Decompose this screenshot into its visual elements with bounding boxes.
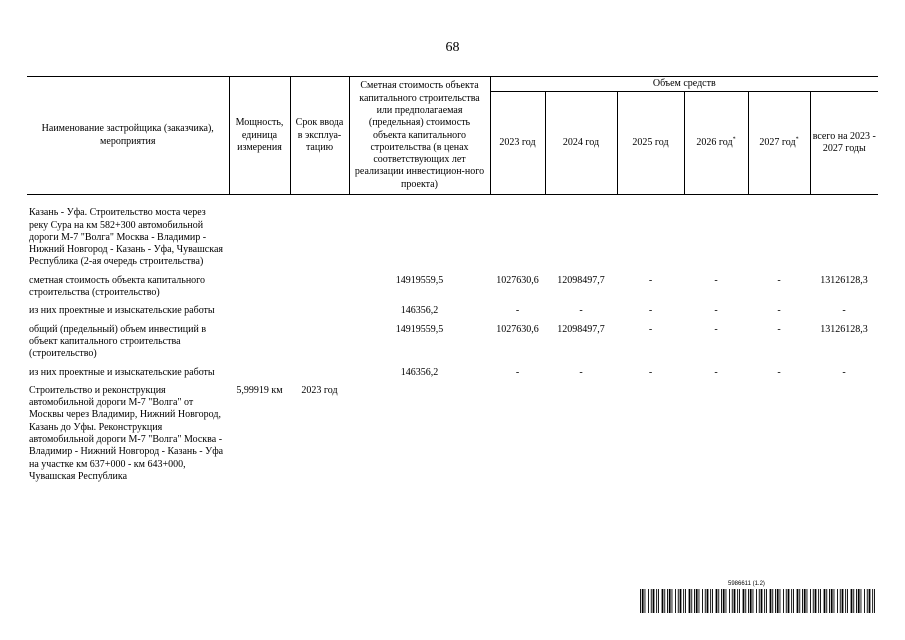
table-row (27, 324, 878, 367)
row-2023: 1027630,6 (496, 274, 539, 286)
barcode-bar (664, 589, 665, 613)
row-cost: 146356,2 (400, 305, 439, 317)
header-funds: Объем средств (490, 77, 878, 92)
barcode-bar (815, 589, 817, 613)
barcode-bar (696, 589, 698, 613)
barcode-bar (750, 589, 752, 613)
row-term (290, 324, 349, 367)
barcode-bar (804, 589, 806, 613)
header-2027-label: 2027 год (759, 137, 796, 149)
header-total: всего на 2023 - 2027 годы (810, 92, 878, 195)
row-2026: - (714, 323, 718, 335)
barcode-bar (756, 589, 757, 613)
row-2026: - (714, 305, 718, 317)
barcode-bar (813, 589, 814, 613)
barcode-bar (826, 589, 827, 613)
investment-table (27, 76, 878, 489)
barcode-bar (766, 589, 767, 613)
barcode-bar (651, 589, 652, 613)
barcode-bar (667, 589, 668, 613)
table-row (27, 367, 878, 385)
row-total: 13126128,3 (820, 323, 868, 335)
header-2026 (684, 92, 748, 195)
table-row (27, 207, 878, 274)
row-total: - (842, 305, 846, 317)
barcode-bar (672, 589, 673, 613)
row-cost (349, 385, 490, 489)
barcode-bar (656, 589, 657, 613)
barcode-bar (642, 589, 644, 613)
barcode-bar (780, 589, 781, 613)
row-cost (349, 207, 490, 274)
barcode-bar (799, 589, 800, 613)
header-2024: 2024 год (545, 92, 617, 195)
barcode-bar (840, 589, 841, 613)
row-name: общий (предельный) объем инвестиций в объект капитального строительства (строительство) (29, 323, 207, 360)
row-term (290, 275, 349, 306)
barcode-bar (716, 589, 718, 613)
footnote-mark: * (732, 136, 736, 143)
row-2024 (545, 385, 617, 489)
row-capacity (229, 275, 290, 306)
row-2026 (684, 207, 748, 274)
barcode-bar (869, 589, 871, 613)
row-2026: - (714, 274, 718, 286)
barcode-bar (824, 589, 826, 613)
barcode-bar (734, 589, 736, 613)
barcode-bar (834, 589, 835, 613)
row-2027 (748, 385, 810, 489)
barcode-bar (729, 589, 730, 613)
barcode-bar (699, 589, 700, 613)
barcode-bar (707, 589, 709, 613)
page-number: 68 (445, 40, 460, 55)
table-row (27, 385, 878, 489)
row-total (810, 207, 878, 274)
row-2024: - (579, 305, 583, 317)
row-capacity (229, 324, 290, 367)
barcode-bar (775, 589, 776, 613)
barcode-bar (721, 589, 722, 613)
row-2023 (490, 385, 545, 489)
row-2024: 12098497,7 (557, 274, 605, 286)
barcode-bar (712, 589, 713, 613)
barcode-bar (842, 589, 844, 613)
header-2026-label: 2026 год (696, 137, 733, 149)
row-2027: - (777, 274, 781, 286)
barcode-bar (777, 589, 779, 613)
barcode-bar (691, 589, 692, 613)
barcode-bar (797, 589, 799, 613)
barcode-bar (770, 589, 772, 613)
row-term (290, 367, 349, 385)
barcode-bar (689, 589, 691, 613)
barcode-bar (645, 589, 646, 613)
barcode-bar (856, 589, 857, 613)
row-2026 (684, 385, 748, 489)
barcode-bar (837, 589, 838, 613)
header-name: Наименование застройщика (заказчика), мероприятия (27, 77, 229, 195)
barcode-bar (874, 589, 875, 613)
row-capacity (229, 207, 290, 274)
row-2026: - (714, 366, 718, 378)
row-term (290, 305, 349, 323)
barcode-bar (807, 589, 808, 613)
barcode-bar (810, 589, 811, 613)
row-2025 (617, 207, 684, 274)
barcode-bar (864, 589, 865, 613)
barcode-bar (723, 589, 725, 613)
row-2025: - (648, 274, 653, 286)
barcode-bar (831, 589, 833, 613)
row-2027: - (777, 305, 781, 317)
table-row (27, 305, 878, 323)
barcode-bar (847, 589, 848, 613)
row-name: из них проектные и изыскательские работы (29, 305, 215, 317)
barcode-bar (662, 589, 664, 613)
barcode-bar (858, 589, 860, 613)
header-capacity: Мощность, единица измерения (229, 77, 290, 195)
barcode-bar (761, 589, 763, 613)
table-row (27, 275, 878, 306)
barcode-bar (772, 589, 773, 613)
barcode-bar (748, 589, 749, 613)
barcode-bar (653, 589, 655, 613)
barcode-bar (683, 589, 684, 613)
row-total (810, 385, 878, 489)
barcode-bar (694, 589, 695, 613)
row-term: 2023 год (301, 384, 338, 396)
barcode-bar (702, 589, 703, 613)
header-2025: 2025 год (617, 92, 684, 195)
row-2023: 1027630,6 (496, 323, 539, 335)
barcode-bar (788, 589, 790, 613)
barcode-bar (705, 589, 706, 613)
barcode-bar (669, 589, 671, 613)
row-term (290, 207, 349, 274)
row-2025: - (648, 366, 653, 378)
row-2023: - (515, 305, 520, 317)
barcode-bar (764, 589, 765, 613)
barcode-bar (802, 589, 803, 613)
barcode-bar (732, 589, 733, 613)
header-2027 (748, 92, 810, 195)
row-cost: 14919559,5 (395, 274, 444, 286)
barcode-bar (685, 589, 686, 613)
barcode-bar (872, 589, 873, 613)
row-2023: - (515, 366, 520, 378)
barcode-bar (786, 589, 787, 613)
barcode-bar (861, 589, 862, 613)
barcode-bar (753, 589, 754, 613)
barcode-bar (851, 589, 853, 613)
row-name: Казань - Уфа. Строительство моста через реку Сура на км 582+300 автомобильной дороги М-7 "Волга" Москва - Владимир - Нижний Новгород - Казань - Уфа, Чувашская Республика (2-ая очередь строительства) (29, 207, 223, 268)
barcode (640, 589, 877, 613)
barcode-bar (853, 589, 854, 613)
row-2024 (545, 207, 617, 274)
barcode-bar (675, 589, 676, 613)
barcode-bar (818, 589, 819, 613)
row-name: сметная стоимость объекта капитального строительства (строительство) (29, 274, 206, 299)
row-2023 (490, 207, 545, 274)
row-cost: 146356,2 (400, 366, 439, 378)
barcode-bar (726, 589, 727, 613)
barcode-bar (678, 589, 679, 613)
row-2025 (617, 385, 684, 489)
barcode-bar (820, 589, 821, 613)
barcode-label: 5986611 (1.2) (728, 581, 765, 587)
barcode-bar (680, 589, 682, 613)
barcode-bar (791, 589, 792, 613)
barcode-bar (743, 589, 745, 613)
barcode-bar (829, 589, 830, 613)
row-total: - (842, 366, 846, 378)
row-2027: - (777, 323, 781, 335)
barcode-bar (640, 589, 641, 613)
row-2025: - (648, 305, 653, 317)
header-term: Срок ввода в эксплуа-тацию (290, 77, 349, 195)
barcode-bar (710, 589, 711, 613)
row-2024: - (579, 366, 583, 378)
row-cost: 14919559,5 (395, 323, 444, 335)
row-capacity (229, 367, 290, 385)
barcode-bar (867, 589, 868, 613)
row-2027 (748, 207, 810, 274)
barcode-bar (793, 589, 794, 613)
row-total: 13126128,3 (820, 274, 868, 286)
barcode-bar (739, 589, 740, 613)
barcode-bar (648, 589, 649, 613)
row-capacity: 5,99919 км (236, 384, 283, 396)
row-name: Строительство и реконструкция автомобильной дороги М-7 "Волга" от Москвы через Владимир, Нижний Новгород, Казань до Уфы. Реконструкция автомобильной дороги М-7 "Волга" Москва - Владимир - Нижний Новгород - Казань - Уфа на участке км 637+000 - км 643+000, Чувашская Республика (29, 384, 224, 482)
barcode-bar (745, 589, 746, 613)
row-capacity (229, 305, 290, 323)
barcode-bar (759, 589, 760, 613)
row-2025: - (648, 323, 653, 335)
barcode-bar (737, 589, 738, 613)
barcode-bar (718, 589, 719, 613)
header-cost: Сметная стоимость объекта капитального строительства или предполагаемая (предельная) стоимость объекта капитального строительства (в ценах соответствующих лет реализации инвестицион-ного проекта) (349, 77, 490, 195)
barcode-bar (845, 589, 846, 613)
row-2024: 12098497,7 (557, 323, 605, 335)
barcode-bar (658, 589, 659, 613)
header-2023: 2023 год (490, 92, 545, 195)
row-name: из них проектные и изыскательские работы (29, 366, 215, 378)
barcode-bar (783, 589, 784, 613)
footnote-mark: * (795, 136, 799, 143)
row-2027: - (777, 366, 781, 378)
